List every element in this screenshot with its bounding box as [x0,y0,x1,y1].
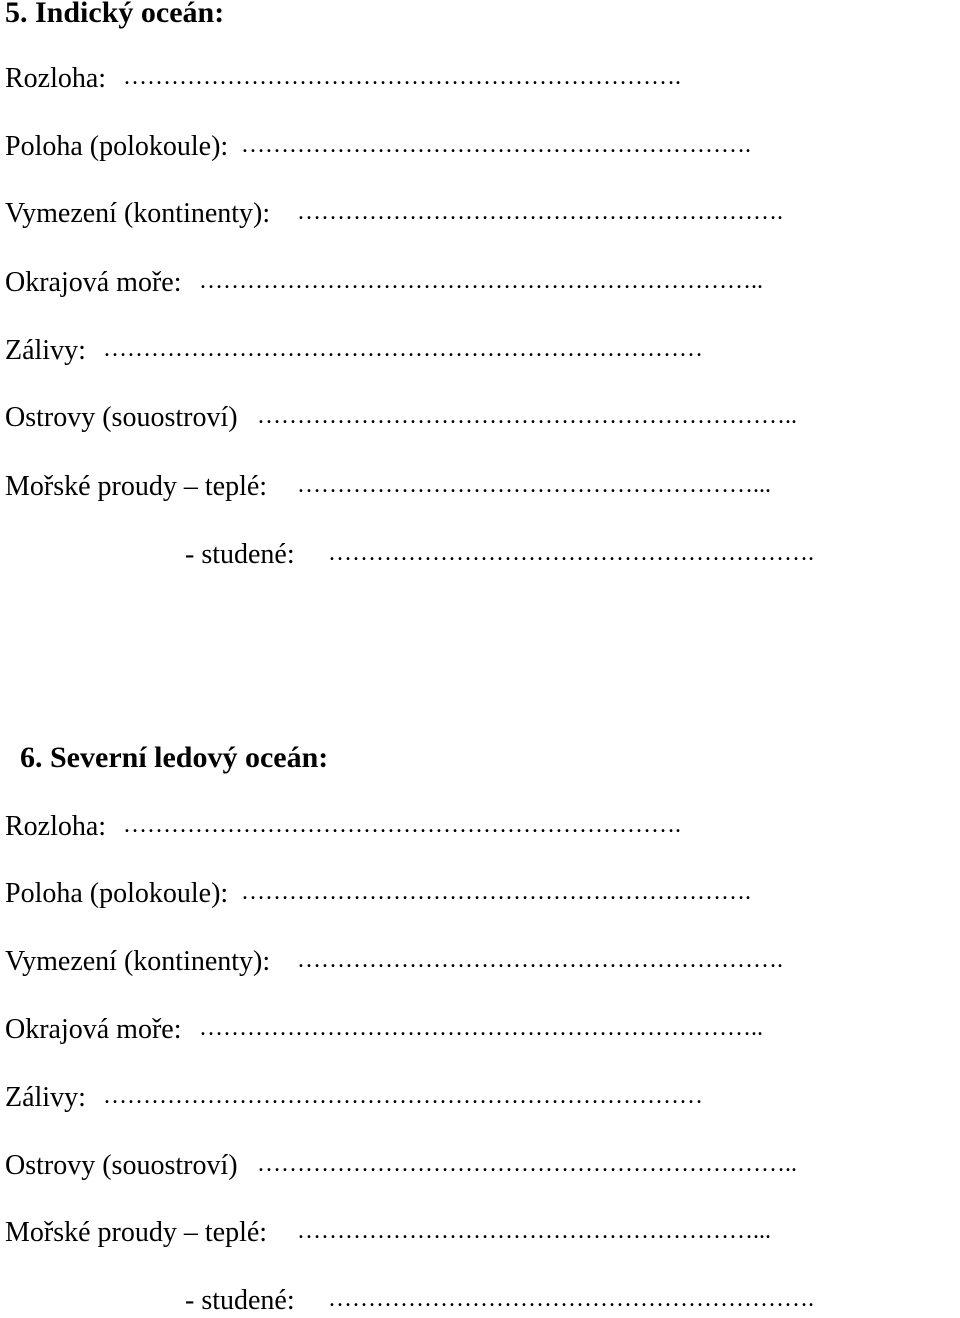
field-label: Vymezení (kontinenty): [5,946,271,977]
answer-blank[interactable]: …………………………………………………………….. [199,1015,763,1041]
field-label: Rozloha: [5,63,107,94]
answer-blank[interactable]: …………………………………………………... [297,472,771,498]
answer-blank[interactable]: ……………………………………………………. [328,1286,814,1312]
field-label: Mořské proudy – teplé: [5,1217,268,1248]
field-label: Ostrovy (souostroví) [5,1150,238,1181]
answer-blank[interactable]: ……………………………………………………. [328,540,814,566]
field-label: Mořské proudy – teplé: [5,471,268,502]
answer-blank[interactable]: ………………………………………………………….. [257,403,797,429]
field-label: Poloha (polokoule): [5,878,229,909]
field-label: Vymezení (kontinenty): [5,198,271,229]
field-label: Okrajová moře: [5,267,182,298]
answer-blank[interactable]: …………………………………………………... [297,1218,771,1244]
field-label: Zálivy: [5,1082,86,1113]
section-heading: 6. Severní ledový oceán: [20,741,329,774]
section-heading: 5. Indický oceán: [5,0,225,29]
field-label: Okrajová moře: [5,1014,182,1045]
field-label: Zálivy: [5,335,86,366]
field-label: Ostrovy (souostroví) [5,402,238,433]
answer-blank[interactable]: ………………………………………………………. [241,132,751,158]
answer-blank[interactable]: ……………………………………………………. [297,199,783,225]
field-label: - studené: [185,539,295,570]
field-label: Rozloha: [5,811,107,842]
answer-blank[interactable]: ………………………………………………………. [241,879,751,905]
answer-blank[interactable]: ……………………………………………………………. [123,812,681,838]
answer-blank[interactable]: ……………………………………………………………. [123,64,681,90]
answer-blank[interactable]: …………………………………………………………….. [199,268,763,294]
answer-blank[interactable]: ………………………………………………………………… [103,336,703,362]
answer-blank[interactable]: ……………………………………………………. [297,947,783,973]
field-label: - studené: [185,1285,295,1316]
answer-blank[interactable]: ………………………………………………………………… [103,1083,703,1109]
answer-blank[interactable]: ………………………………………………………….. [257,1151,797,1177]
field-label: Poloha (polokoule): [5,131,229,162]
